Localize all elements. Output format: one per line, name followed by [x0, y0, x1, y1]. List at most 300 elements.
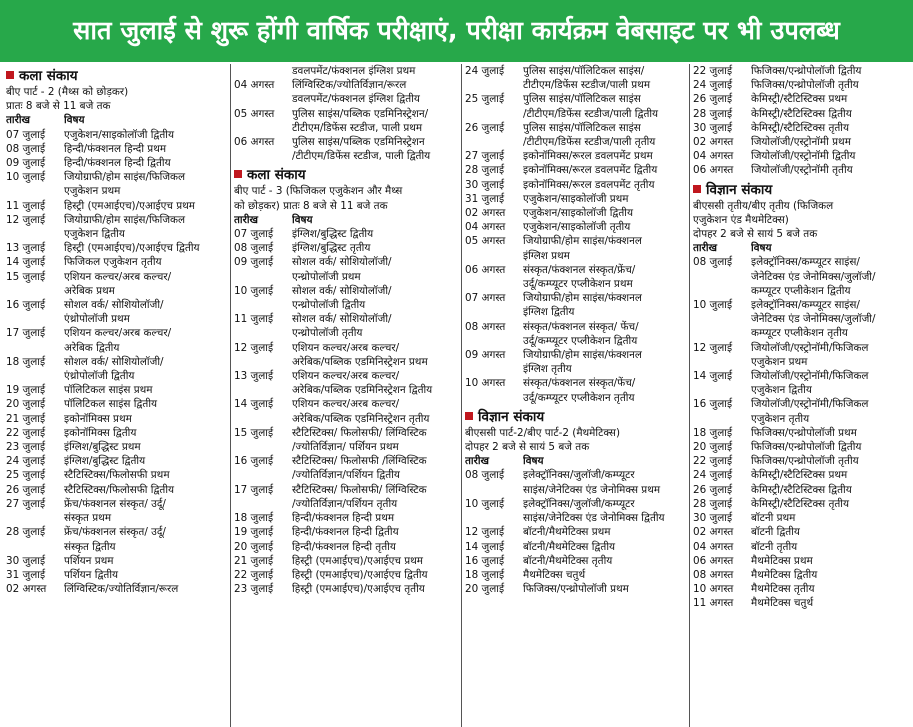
exam-date: 25 जुलाई — [465, 93, 505, 106]
exam-subject: फिजिक्स/एन्थ्रोपोलॉजी द्वितीय — [751, 65, 862, 77]
schedule-row — [693, 426, 909, 440]
exam-subject: सोशल वर्क/ सोशियोलॉजी/ — [292, 313, 392, 326]
schedule-row — [465, 554, 687, 568]
exam-subject: एशियन कल्चर/अरब कल्चर/ — [292, 370, 400, 383]
schedule-row — [6, 298, 228, 312]
exam-subject: बॉटनी प्रथम — [751, 512, 796, 525]
schedule-row — [465, 149, 687, 163]
schedule-row — [234, 369, 458, 383]
schedule-row — [693, 582, 909, 596]
exam-date: 20 जुलाई — [465, 583, 505, 596]
schedule-row — [465, 468, 687, 482]
exam-date: 07 जुलाई — [234, 228, 274, 241]
exam-date: 09 जुलाई — [234, 256, 274, 269]
subject-continuation: अरेबिक/पब्लिक एडमिनिस्ट्रेशन द्वितीय — [292, 384, 433, 397]
exam-subject: पुलिस साइंस/पॉलिटिकल साइंस/ — [523, 65, 645, 77]
exam-date: 08 जुलाई — [6, 142, 46, 155]
exam-date: 18 जुलाई — [6, 355, 46, 368]
exam-date: 15 जुलाई — [6, 270, 46, 283]
exam-date: 24 जुलाई — [6, 455, 46, 468]
schedule-row — [6, 412, 228, 426]
exam-subject: जियोग्राफी/होम साइंस/फिजिकल — [64, 171, 186, 184]
exam-date: 28 जुलाई — [6, 526, 46, 539]
exam-subject: संस्कृत/फंक्शनल संस्कृत/फेंच/ — [523, 377, 636, 390]
schedule-row — [465, 192, 687, 206]
subject-continuation: अरेबिक द्वितीय — [64, 341, 120, 354]
exam-date: 09 अगस्त — [465, 349, 506, 362]
exam-subject: बॉटनी/मैथमेटिक्स प्रथम — [523, 526, 611, 539]
exam-date: 14 जुलाई — [6, 256, 46, 269]
subject-continuation: /ज्योतिर्विज्ञान/ पर्शियन प्रथम — [292, 441, 399, 454]
section-title: विज्ञान संकाय — [706, 181, 773, 198]
exam-date: 08 अगस्त — [693, 568, 734, 581]
exam-date: 05 अगस्त — [465, 235, 506, 248]
headline-banner — [0, 0, 913, 62]
schedule-row — [234, 107, 458, 121]
schedule-row — [6, 554, 228, 568]
exam-subject: केमिस्ट्री/स्टैटिस्टिक्स प्रथम — [751, 469, 848, 482]
exam-date: 13 जुलाई — [6, 242, 46, 255]
schedule-row — [693, 511, 909, 525]
exam-subject: जियोलॉजी/एस्ट्रोनॉमी/फिजिकल — [751, 341, 869, 354]
subject-continuation: कम्प्यूटर एप्लीकेशन द्वितीय — [751, 284, 851, 297]
schedule-row — [6, 426, 228, 440]
schedule-row — [6, 213, 228, 227]
exam-date: 07 अगस्त — [465, 292, 506, 305]
exam-subject: इलेक्ट्रॉनिक्स/जुलॉजी/कम्प्यूटर — [523, 469, 635, 482]
schedule-row — [693, 78, 909, 92]
subject-continuation: एजुकेशन द्वितीय — [64, 228, 125, 241]
schedule-row — [465, 220, 687, 234]
schedule-row — [693, 298, 909, 312]
schedule-row — [6, 156, 228, 170]
subject-continuation: अरेबिक/पब्लिक एडमिनिस्ट्रेशन तृतीय — [292, 412, 430, 425]
exam-subject: हिन्दी/फंक्शनल हिन्दी द्वितीय — [292, 526, 399, 539]
exam-subject: जियोग्राफी/होम साइंस/फिजिकल — [64, 213, 186, 226]
subject-continuation: जेनेटिक्स एंड जेनोमिक्स/जुलॉजी/ — [751, 270, 876, 283]
exam-date: 10 जुलाई — [465, 497, 505, 510]
schedule-row — [234, 582, 458, 596]
exam-subject: मैथमेटिक्स प्रथम — [751, 554, 813, 567]
exam-date: 17 जुलाई — [234, 483, 274, 496]
schedule-row — [6, 142, 228, 156]
exam-subject: इंग्लिश/बुद्धिस्ट द्वितीय — [292, 228, 374, 241]
exam-date: 18 जुलाई — [465, 568, 505, 581]
exam-subject: फिजिक्स/एन्थ्रोपोलॉजी प्रथम — [751, 426, 857, 439]
schedule-row — [234, 241, 458, 255]
bullet-square-icon — [6, 71, 14, 79]
exam-date: 30 जुलाई — [693, 121, 733, 134]
exam-subject: एजुकेशन/साइकोलॉजी प्रथम — [523, 192, 629, 205]
subject-continuation: एंथ्रोपोलॉजी द्वितीय — [64, 370, 135, 383]
exam-subject: पुलिस साइंस/पब्लिक एडमिनिस्ट्रेशन — [292, 136, 425, 149]
subject-continuation: इंग्लिश द्वितीय — [523, 306, 575, 319]
exam-date: 09 जुलाई — [6, 157, 46, 170]
exam-date: 11 जुलाई — [6, 199, 46, 212]
exam-date: 20 जुलाई — [693, 441, 733, 454]
exam-date: 24 जुलाई — [693, 469, 733, 482]
section-note: बीएससी पार्ट-2/बीए पार्ट-2 (मैथमेटिक्स) — [465, 426, 620, 439]
exam-date: 25 जुलाई — [6, 469, 46, 482]
subject-continuation: एंथ्रोपोलॉजी प्रथम — [64, 313, 130, 326]
bullet-square-icon — [234, 170, 242, 178]
exam-subject: मैथमेटिक्स चतुर्थ — [523, 568, 586, 581]
exam-date: 02 अगस्त — [465, 207, 506, 220]
exam-date: 18 जुलाई — [693, 426, 733, 439]
exam-subject: इकोनॉमिक्स प्रथम — [64, 412, 132, 425]
exam-date: 23 जुलाई — [234, 583, 274, 596]
exam-date: 06 अगस्त — [234, 136, 275, 149]
subject-continuation: संस्कृत द्वितीय — [64, 540, 116, 553]
schedule-row — [693, 554, 909, 568]
subject-continuation: उर्दू/कम्प्यूटर एप्लीकेशन तृतीय — [523, 391, 635, 404]
exam-subject: हिस्ट्री (एमआईएच)/एआईएच द्वितीय — [292, 568, 428, 581]
section-note: प्रातः 8 बजे से 11 बजे तक — [6, 100, 111, 113]
exam-date: 24 जुलाई — [465, 65, 505, 77]
exam-subject: एशियन कल्चर/अरब कल्चर/ — [292, 341, 400, 354]
column-4 — [693, 64, 909, 727]
schedule-row — [693, 497, 909, 511]
schedule-row — [693, 596, 909, 610]
subject-continuation: इंग्लिश तृतीय — [523, 363, 572, 376]
exam-subject: स्टैटिस्टिक्स/ फिलोसफी/ लिंग्विस्टिक — [292, 426, 427, 439]
exam-date: 13 जुलाई — [234, 370, 274, 383]
exam-date: 08 अगस्त — [465, 320, 506, 333]
subject-continuation: /ज्योतिर्विज्ञान/पर्शियन तृतीय — [292, 497, 398, 510]
schedule-row — [465, 320, 687, 334]
section-heading — [234, 167, 458, 183]
exam-subject: हिस्ट्री (एमआईएच)/एआईएच प्रथम — [292, 554, 423, 567]
schedule-row — [465, 497, 687, 511]
exam-subject: जियोग्राफी/होम साइंस/फंक्शनल — [523, 349, 642, 362]
exam-date: 30 जुलाई — [6, 554, 46, 567]
subject-continuation: एजुकेशन द्वितीय — [751, 384, 812, 397]
schedule-row — [6, 270, 228, 284]
exam-subject: इकोनॉमिक्स/रूरल डवलपमेंट तृतीय — [523, 178, 655, 191]
exam-date: 19 जुलाई — [234, 526, 274, 539]
exam-subject: जियोग्राफी/होम साइंस/फंक्शनल — [523, 235, 642, 248]
exam-date: 26 जुलाई — [6, 483, 46, 496]
exam-date: 06 अगस्त — [465, 263, 506, 276]
subject-continuation: /टीटीएम/डिफेंस स्टडीज/पाली द्वितीय — [523, 107, 659, 120]
exam-subject: हिस्ट्री (एमआईएच)/एआईएच तृतीय — [292, 583, 425, 596]
exam-date: 23 जुलाई — [6, 441, 46, 454]
exam-date: 16 जुलाई — [693, 398, 733, 411]
subject-continuation: साइंस/जेनेटिक्स एंड जेनोमिक्स द्वितीय — [523, 512, 665, 525]
exam-date: 22 जुलाई — [234, 568, 274, 581]
schedule-row — [693, 121, 909, 135]
exam-subject: इकोनॉमिक्स/रूरल डवलपमेंट प्रथम — [523, 150, 653, 163]
schedule-row — [234, 483, 458, 497]
exam-subject: हिन्दी/फंक्शनल हिन्दी द्वितीय — [64, 157, 171, 170]
exam-subject: इलेक्ट्रॉनिक्स/कम्प्यूटर साइंस/ — [751, 256, 860, 269]
column-divider — [689, 64, 690, 727]
subject-continuation: अरेबिक/पब्लिक एडमिनिस्ट्रेशन प्रथम — [292, 355, 428, 368]
column-2 — [234, 64, 458, 727]
exam-date: 21 जुलाई — [234, 554, 274, 567]
exam-subject: केमिस्ट्री/स्टैटिस्टिक्स द्वितीय — [751, 483, 852, 496]
date-column-header: तारीख — [693, 242, 718, 255]
exam-date: 12 जुलाई — [465, 526, 505, 539]
schedule-row — [693, 468, 909, 482]
schedule-row — [6, 397, 228, 411]
exam-date: 19 जुलाई — [6, 384, 46, 397]
subject-continuation: उर्दू/कम्प्यूटर एप्लीकेशन प्रथम — [523, 278, 633, 291]
section-note: दोपहर 2 बजे से सायं 5 बजे तक — [465, 441, 590, 454]
schedule-row — [234, 511, 458, 525]
exam-subject: स्टैटिस्टिक्स/ फिलोसफी/ लिंग्विस्टिक — [292, 483, 427, 496]
schedule-row — [6, 128, 228, 142]
exam-subject: जियोलॉजी/एस्ट्रोनॉमी द्वितीय — [751, 150, 856, 163]
exam-subject: मैथमेटिक्स चतुर्थ — [751, 597, 814, 610]
exam-date: 31 जुलाई — [465, 192, 505, 205]
exam-subject: इकोनॉमिक्स द्वितीय — [64, 426, 137, 439]
exam-date: 24 जुलाई — [693, 79, 733, 92]
schedule-row — [465, 64, 687, 78]
exam-date: 27 जुलाई — [465, 150, 505, 163]
exam-date: 08 जुलाई — [693, 256, 733, 269]
schedule-row — [693, 369, 909, 383]
schedule-row — [693, 483, 909, 497]
schedule-row — [465, 206, 687, 220]
schedule-row — [6, 199, 228, 213]
subject-continuation: एन्थ्रोपोलॉजी प्रथम — [292, 270, 361, 283]
exam-subject: स्टैटिस्टिक्स/ फिलोसफी /लिंग्विस्टिक — [292, 455, 427, 468]
subject-continuation: एजुकेशन तृतीय — [751, 412, 810, 425]
exam-subject: जियोलॉजी/एस्ट्रोनॉमी/फिजिकल — [751, 398, 869, 411]
exam-subject: हिन्दी/फंक्शनल हिन्दी प्रथम — [64, 142, 167, 155]
section-heading — [693, 182, 909, 198]
section-title: कला संकाय — [19, 68, 78, 84]
schedule-row — [234, 341, 458, 355]
exam-subject: फिजिक्स/एन्थ्रोपोलॉजी प्रथम — [523, 583, 629, 596]
exam-subject: पुलिस साइंस/पब्लिक एडमिनिस्ट्रेशन/ — [292, 107, 429, 120]
section-heading — [465, 409, 687, 425]
schedule-row — [234, 426, 458, 440]
schedule-row — [693, 341, 909, 355]
subject-continuation: कम्प्यूटर एप्लीकेशन तृतीय — [751, 327, 848, 340]
table-header — [465, 454, 687, 468]
section-note: बीए पार्ट - 3 (फिजिकल एजुकेशन और मैथ्स — [234, 185, 403, 198]
schedule-row — [693, 454, 909, 468]
schedule-row — [6, 582, 228, 596]
schedule-row — [6, 497, 228, 511]
schedule-row — [6, 483, 228, 497]
exam-date: 06 अगस्त — [693, 164, 734, 177]
exam-subject: पर्शियन प्रथम — [64, 554, 114, 567]
schedule-row — [693, 540, 909, 554]
exam-date: 26 जुलाई — [693, 483, 733, 496]
exam-subject: केमिस्ट्री/स्टैटिस्टिक्स प्रथम — [751, 93, 848, 106]
schedule-row — [234, 568, 458, 582]
subject-continuation: अरेबिक प्रथम — [64, 284, 115, 297]
section-note: बीएससी तृतीय/बीए तृतीय (फिजिकल — [693, 199, 834, 212]
schedule-row — [6, 468, 228, 482]
exam-date: 26 जुलाई — [465, 121, 505, 134]
exam-date: 10 जुलाई — [693, 299, 733, 312]
exam-date: 21 जुलाई — [6, 412, 46, 425]
table-header — [234, 213, 458, 227]
exam-date: 27 जुलाई — [6, 497, 46, 510]
exam-date: 04 अगस्त — [693, 540, 734, 553]
schedule-row — [234, 135, 458, 149]
schedule-row — [234, 78, 458, 92]
exam-subject: मैथमेटिक्स तृतीय — [751, 583, 815, 596]
exam-subject: बॉटनी/मैथमेटिक्स तृतीय — [523, 554, 613, 567]
exam-date: 28 जुलाई — [693, 107, 733, 120]
subject-continuation: एन्थ्रोपोलॉजी द्वितीय — [292, 299, 366, 312]
section-note: दोपहर 2 बजे से सायं 5 बजे तक — [693, 228, 818, 241]
column-divider — [230, 64, 231, 727]
schedule-row — [465, 376, 687, 390]
subject-continuation: इंग्लिश प्रथम — [523, 249, 570, 262]
section-note: एजुकेशन एंड मैथमेटिक्स) — [693, 213, 789, 226]
exam-date: 20 जुलाई — [6, 398, 46, 411]
schedule-row — [234, 284, 458, 298]
exam-date: 20 जुलाई — [234, 540, 274, 553]
bullet-square-icon — [693, 185, 701, 193]
exam-date: 10 अगस्त — [693, 583, 734, 596]
exam-date: 18 जुलाई — [234, 512, 274, 525]
exam-subject: संस्कृत/फंक्शनल संस्कृत/फ्रेंच/ — [523, 263, 636, 276]
exam-date: 22 जुलाई — [693, 65, 733, 77]
exam-date: 12 जुलाई — [6, 213, 46, 226]
exam-date: 22 जुलाई — [693, 455, 733, 468]
exam-subject: हिस्ट्री (एमआईएच)/एआईएच प्रथम — [64, 199, 195, 212]
schedule-row — [234, 255, 458, 269]
exam-subject: फिजिक्स/एन्थ्रोपोलॉजी तृतीय — [751, 79, 859, 92]
exam-date: 30 जुलाई — [693, 512, 733, 525]
exam-subject: इकोनॉमिक्स/रूरल डवलपमेंट द्वितीय — [523, 164, 658, 177]
exam-subject: इंग्लिश/बुद्धिस्ट प्रथम — [64, 441, 141, 454]
schedule-row — [693, 64, 909, 78]
table-header — [693, 241, 909, 255]
exam-subject: एजुकेशन/साइकोलॉजी तृतीय — [523, 221, 631, 234]
schedule-row — [234, 540, 458, 554]
exam-subject: जियोग्राफी/होम साइंस/फंक्शनल — [523, 292, 642, 305]
subject-continuation: संस्कृत प्रथम — [64, 512, 112, 525]
subject-continuation: डवलपमेंट/फंक्शनल इंग्लिश प्रथम — [292, 65, 416, 77]
subject-continuation: टीटीएम/डिफेंस स्टडीज/पाली प्रथम — [523, 79, 651, 92]
exam-subject: पुलिस साइंस/पॉलिटिकल साइंस — [523, 121, 641, 134]
column-3 — [465, 64, 687, 727]
exam-date: 10 जुलाई — [6, 171, 46, 184]
schedule-row — [693, 525, 909, 539]
schedule-row — [693, 397, 909, 411]
schedule-row — [6, 355, 228, 369]
exam-date: 16 जुलाई — [234, 455, 274, 468]
section-title: कला संकाय — [247, 167, 306, 184]
exam-date: 04 अगस्त — [465, 221, 506, 234]
exam-date: 31 जुलाई — [6, 568, 46, 581]
schedule-row — [693, 255, 909, 269]
exam-date: 14 जुलाई — [693, 370, 733, 383]
exam-subject: स्टैटिस्टिक्स/फिलोसफी प्रथम — [64, 469, 170, 482]
schedule-row — [6, 383, 228, 397]
exam-subject: केमिस्ट्री/स्टैटिस्टिक्स तृतीय — [751, 497, 850, 510]
exam-date: 10 अगस्त — [465, 377, 506, 390]
exam-subject: लिंग्विस्टिक/ज्योतिर्विज्ञान/रूरल — [64, 583, 179, 596]
subject-continuation: उर्दू/कम्प्यूटर एप्लीकेशन द्वितीय — [523, 334, 638, 347]
schedule-row — [465, 178, 687, 192]
exam-date: 26 जुलाई — [693, 93, 733, 106]
date-column-header: तारीख — [234, 213, 259, 226]
exam-date: 07 जुलाई — [6, 128, 46, 141]
subject-column-header: विषय — [751, 242, 772, 255]
schedule-row — [234, 312, 458, 326]
column-1 — [6, 64, 228, 727]
subject-continuation: एजुकेशन प्रथम — [64, 185, 121, 198]
exam-subject: स्टैटिस्टिक्स/फिलोसफी द्वितीय — [64, 483, 175, 496]
subject-continuation: /ज्योतिर्विज्ञान/पर्शियन द्वितीय — [292, 469, 400, 482]
schedule-row — [465, 291, 687, 305]
exam-subject: एशियन कल्चर/अरब कल्चर/ — [64, 327, 172, 340]
exam-subject: बॉटनी/मैथमेटिक्स द्वितीय — [523, 540, 616, 553]
schedule-row — [693, 568, 909, 582]
schedule-row — [693, 440, 909, 454]
exam-subject: हिस्ट्री (एमआईएच)/एआईएच द्वितीय — [64, 242, 200, 255]
subject-column-header: विषय — [292, 213, 313, 226]
exam-subject: बॉटनी द्वितीय — [751, 526, 800, 539]
exam-date: 12 जुलाई — [234, 341, 274, 354]
exam-subject: फ्रेंच/फंक्शनल संस्कृत/ उर्दू/ — [64, 497, 166, 510]
exam-date: 12 जुलाई — [693, 341, 733, 354]
schedule-row — [6, 568, 228, 582]
section-note: बीए पार्ट - 2 (मैथ्स को छोड़कर) — [6, 86, 129, 98]
schedule-row — [693, 107, 909, 121]
exam-subject: बॉटनी तृतीय — [751, 540, 798, 553]
exam-subject: संस्कृत/फंक्शनल संस्कृत/ फेंच/ — [523, 320, 639, 333]
exam-subject: मैथमेटिक्स द्वितीय — [751, 568, 818, 581]
exam-subject: एजुकेशन/साइकोलॉजी द्वितीय — [64, 128, 175, 141]
bullet-square-icon — [465, 412, 473, 420]
exam-subject: हिन्दी/फंक्शनल हिन्दी तृतीय — [292, 540, 396, 553]
date-column-header: तारीख — [6, 114, 31, 127]
exam-subject: पर्शियन द्वितीय — [64, 568, 119, 581]
schedule-row — [6, 440, 228, 454]
exam-subject: फिजिकल एजुकेशन तृतीय — [64, 256, 162, 269]
exam-subject: सोशल वर्क/ सोशियोलॉजी/ — [64, 299, 164, 312]
schedule-row — [6, 170, 228, 184]
section-title: विज्ञान संकाय — [478, 408, 545, 425]
exam-subject: केमिस्ट्री/स्टैटिस्टिक्स तृतीय — [751, 121, 850, 134]
exam-subject: जियोलॉजी/एस्ट्रोनॉमी/फिजिकल — [751, 370, 869, 383]
exam-subject: इलेक्ट्रॉनिक्स/जुलॉजी/कम्प्यूटर — [523, 497, 635, 510]
exam-subject: लिंग्विस्टिक/ज्योतिर्विज्ञान/रूरल — [292, 79, 407, 92]
exam-subject: पॉलिटिकल साइंस प्रथम — [64, 384, 153, 397]
subject-continuation: डवलपमेंट/फंक्शनल इंग्लिश द्वितीय — [292, 93, 420, 106]
subject-continuation: /टीटीएम/डिफेंस स्टडीज/पाली तृतीय — [523, 136, 656, 149]
exam-subject: फ्रेंच/फंक्शनल संस्कृत/ उर्दू/ — [64, 526, 166, 539]
exam-subject: एजुकेशन/साइकोलॉजी द्वितीय — [523, 207, 634, 220]
subject-continuation: टीटीएम/डिफेंस स्टडीज, पाली प्रथम — [292, 121, 423, 134]
subject-column-header: विषय — [523, 455, 544, 468]
section-heading — [6, 68, 228, 84]
exam-subject: हिन्दी/फंक्शनल हिन्दी प्रथम — [292, 512, 395, 525]
exam-subject: इंग्लिश/बुद्धिस्ट द्वितीय — [64, 455, 146, 468]
schedule-row — [6, 326, 228, 340]
exam-date: 28 जुलाई — [693, 497, 733, 510]
exam-subject: इलेक्ट्रॉनिक्स/कम्प्यूटर साइंस/ — [751, 299, 860, 312]
schedule-row — [465, 234, 687, 248]
exam-date: 10 जुलाई — [234, 284, 274, 297]
schedule-row — [234, 227, 458, 241]
date-column-header: तारीख — [465, 455, 490, 468]
subject-column-header: विषय — [64, 114, 85, 127]
headline: सात जुलाई से शुरू होंगी वार्षिक परीक्षाएं, परीक्षा कार्यक्रम वेबसाइट पर भी उपलब्ध — [73, 16, 840, 46]
exam-date: 08 जुलाई — [234, 242, 274, 255]
subject-continuation: /टीटीएम/डिफेंस स्टडीज, पाली द्वितीय — [292, 150, 431, 163]
